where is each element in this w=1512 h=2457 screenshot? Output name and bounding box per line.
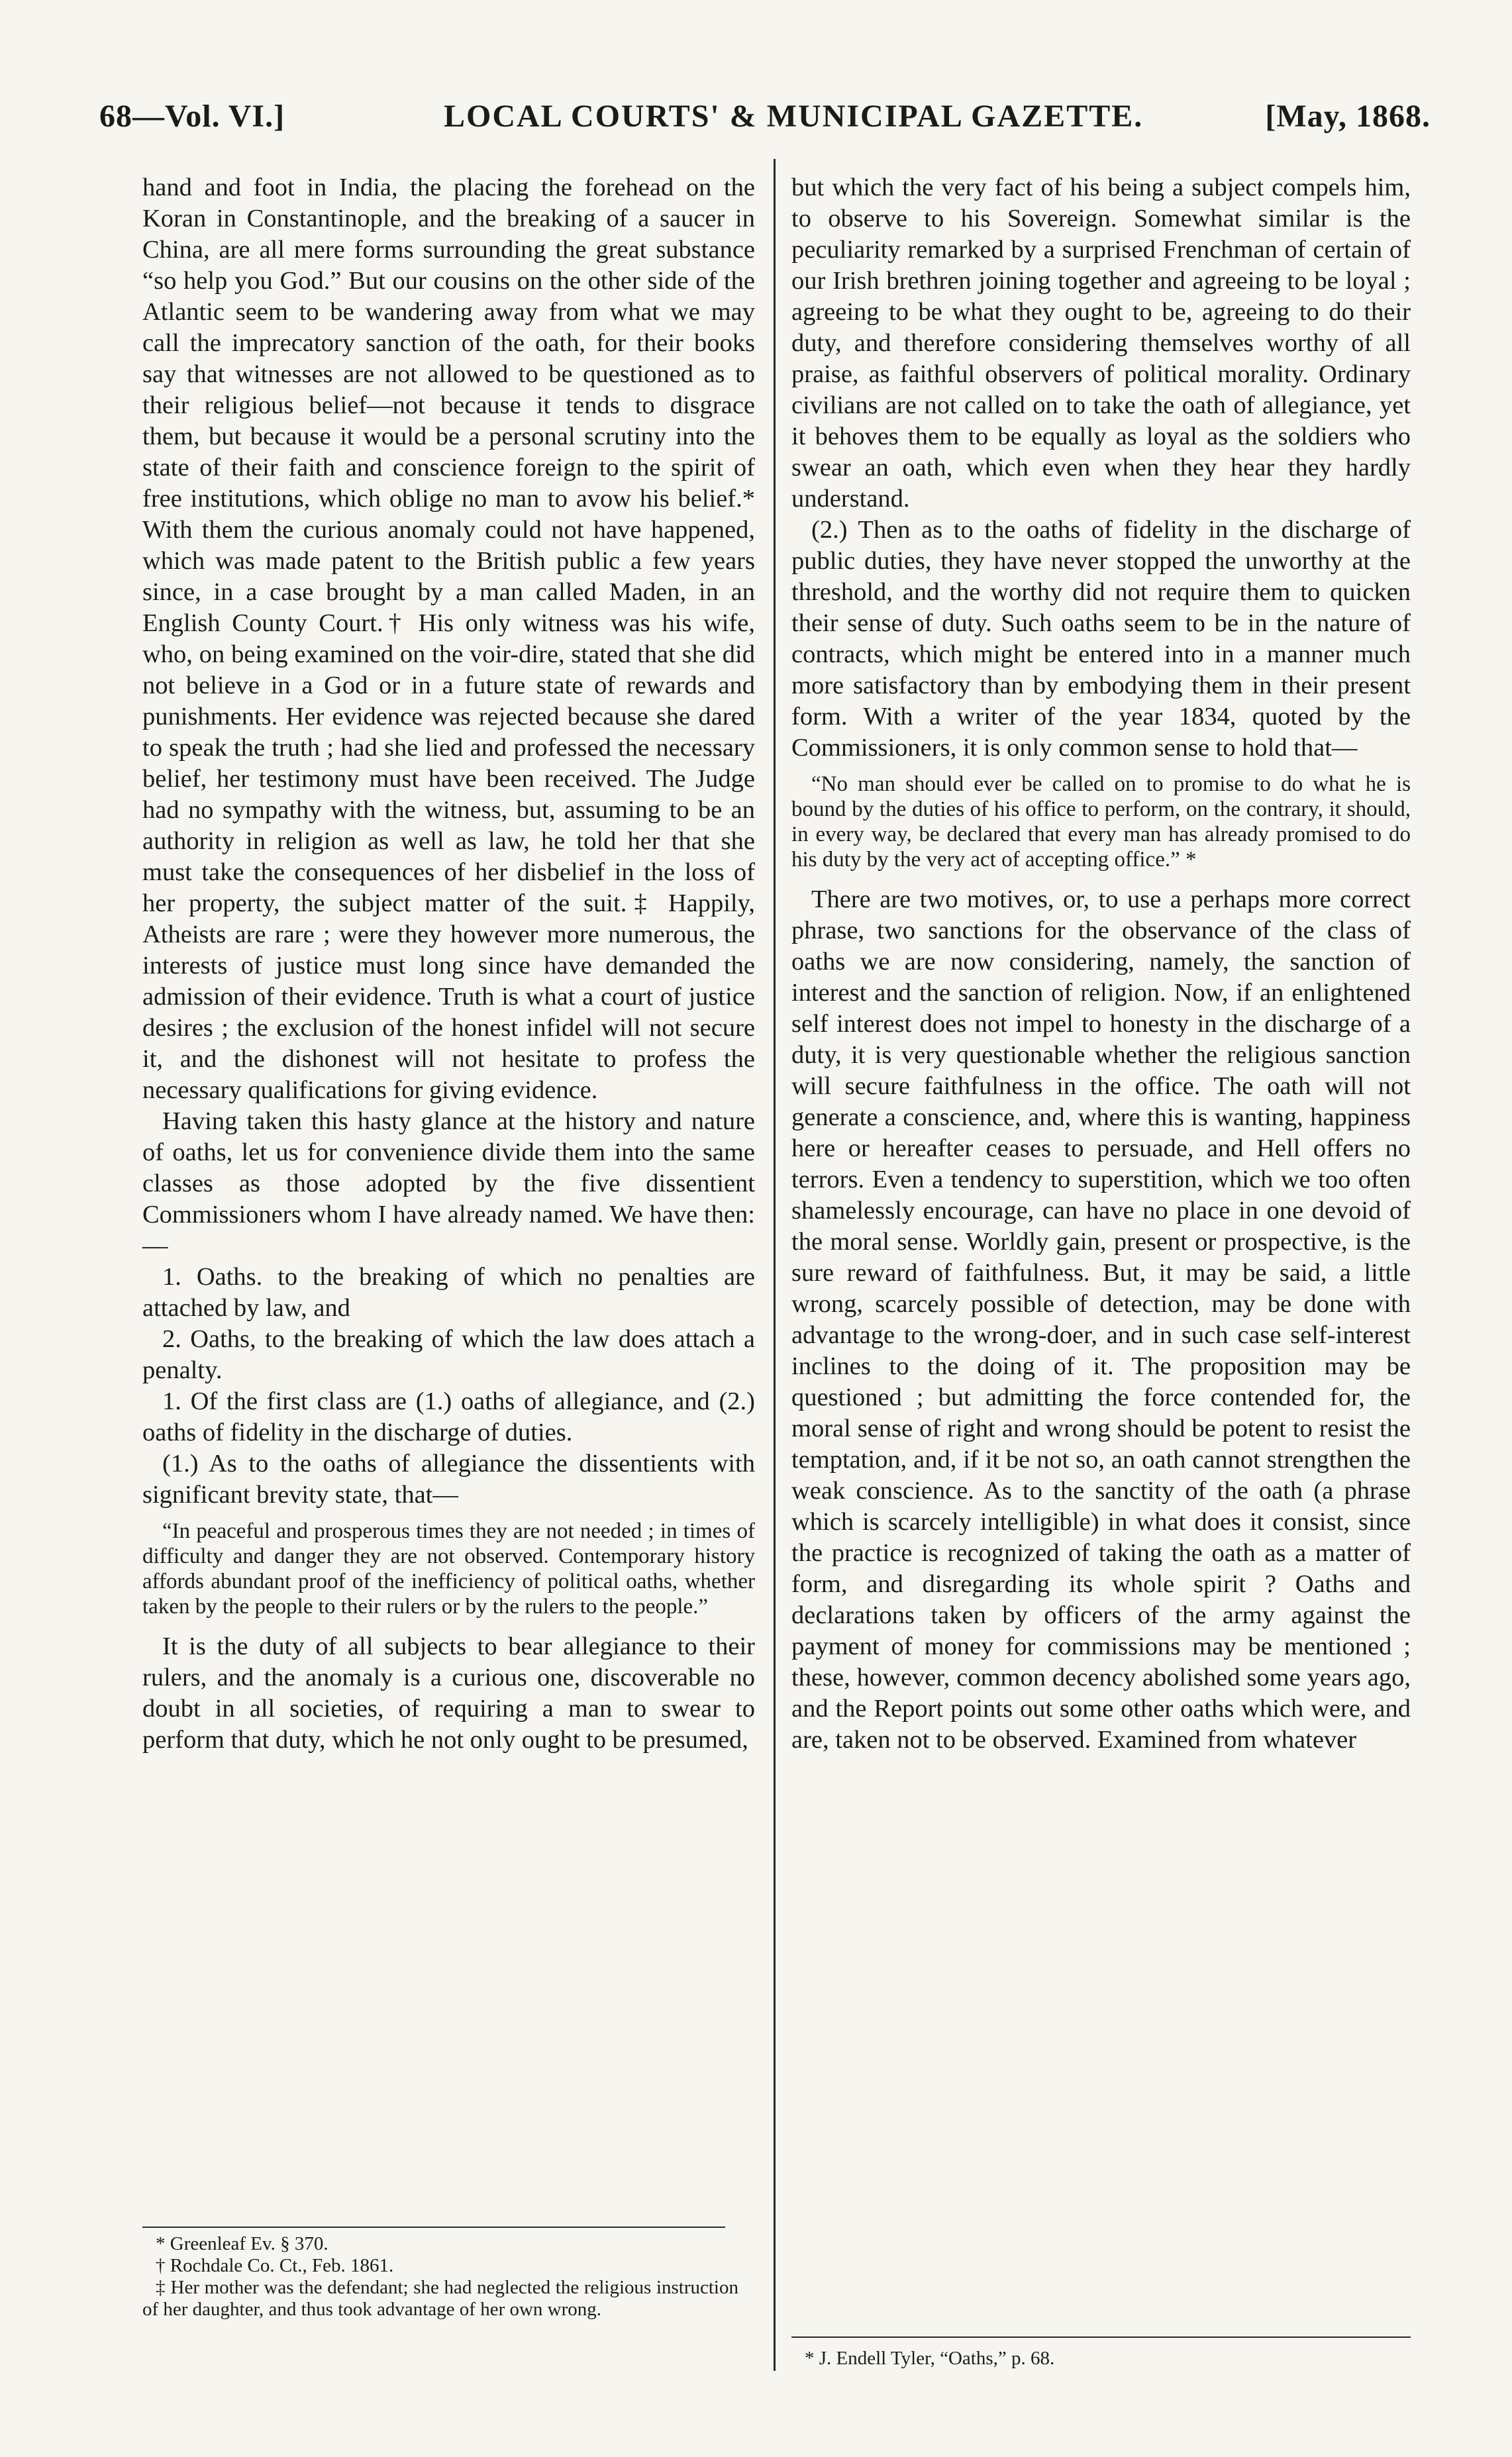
paragraph: 1. Of the first class are (1.) oaths of allegiance, and (2.) oaths of fidelity in the discharge of duties. (142, 1387, 755, 1446)
right-column (791, 172, 1411, 1756)
footnotes-left (142, 2233, 738, 2321)
footnote: † Rochdale Co. Ct., Feb. 1861. (156, 2255, 394, 2276)
column-divider (774, 159, 776, 2371)
page-volume: 68—Vol. VI.] (99, 99, 285, 134)
quote-text: “No man should ever be called on to promise to do what he is bound by the duties of his office to perform, on the contrary, it should, in every way, be declared that every man has already promised to do his duty by the very act of accepting office.” * (791, 772, 1411, 872)
block-quote (142, 1519, 755, 1619)
publication-title: LOCAL COURTS' & MUNICIPAL GAZETTE. (444, 99, 1144, 134)
footnote: ‡ Her mother was the defendant; she had neglected the religious instruction of her daughter, and thus took advantage of her own wrong. (142, 2277, 738, 2320)
quote-text: “In peaceful and prosperous times they are not needed ; in times of difficulty and danger they are not observed. Contemporary history affords abundant proof of the inefficiency of political oaths, whether taken by the people to their rulers or by the rulers to the people.” (142, 1519, 755, 1619)
list-item: 1. Oaths. to the breaking of which no penalties are attached by law, and (142, 1263, 755, 1322)
paragraph: It is the duty of all subjects to bear allegiance to their rulers, and the anomaly is a curious one, discoverable no doubt in all societies, of requiring a man to swear to perform that duty, which he not only ought to be presumed, (142, 1632, 755, 1754)
paragraph: (1.) As to the oaths of allegiance the dissentients with significant brevity state, that— (142, 1450, 755, 1509)
paragraph: hand and foot in India, the placing the forehead on the Koran in Constantinople, and the breaking of a saucer in China, are all mere forms surrounding the great substance “so help you God.” But our cousins on the other side of the Atlantic seem to be wandering away from what we may call the imprecatory sanction of the oath, for their books say that witnesses are not allowed to be questioned as to their religious belief—not because it tends to disgrace them, but because it would be a personal scrutiny into the state of their faith and conscience foreign to the spirit of free institutions, which oblige no man to avow his belief.* With them the curious anomaly could not have happened, which was made patent to the British public a few years since, in a case brought by a man called Maden, in an English County Court.† His only witness was his wife, who, on being examined on the voir-dire, stated that she did not believe in a God or in a future state of rewards and punishments. Her evidence was rejected because she dared to speak the truth ; had she lied and professed the necessary belief, her testimony must have been received. The Judge had no sympathy with the witness, but, assuming to be an authority in religion as well as law, he told her that she must take the consequences of her disbelief in the loss of her property, the subject matter of the suit.‡ Happily, Atheists are rare ; were they however more numerous, the interests of justice must long since have demanded the admission of their evidence. Truth is what a court of justice desires ; the exclusion of the honest infidel will not secure it, and the dishonest will not hesitate to profess the necessary qualifications for giving evidence. (142, 174, 755, 1104)
paragraph: There are two motives, or, to use a perhaps more correct phrase, two sanctions for the observance of the class of oaths we are now considering, namely, the sanction of interest and the sanction of religion. Now, if an enlightened self interest does not impel to honesty in the discharge of a duty, it is very questionable whether the religious sanction will secure faithfulness in the office. The oath will not generate a conscience, and, where this is wanting, happiness here or hereafter ceases to persuade, and Hell offers no terrors. Even a tendency to superstition, which we too often shamelessly encourage, can have no place in one devoid of the moral sense. Worldly gain, present or prospective, is the sure reward of faithfulness. But, it may be said, a little wrong, scarcely possible of detection, may be done with advantage to the wrong-doer, and in such case self-interest inclines to the doing of it. The proposition may be questioned ; but admitting the force contended for, the moral sense of right and wrong should be potent to resist the temptation, and, if it be not so, an oath cannot strengthen the weak conscience. As to the sanctity of the oath (a phrase which is scarcely intelligible) in what does it consist, since the practice is recognized of taking the oath as a matter of form, and disregarding its whole spirit ? Oaths and declarations taken by officers of the army against the payment of money for commissions may be mentioned ; these, however, common decency abolished some years ago, and the Report points out some other oaths which were, and are, taken not to be observed. Examined from whatever (791, 885, 1411, 1754)
running-header (99, 85, 1431, 151)
footnote-rule (142, 2227, 725, 2228)
paragraph: Having taken this hasty glance at the history and nature of oaths, let us for convenience divide them into the same classes as those adopted by the five dissentient Commissioners whom I have already named. We have then:— (142, 1107, 755, 1260)
footnote: * Greenleaf Ev. § 370. (156, 2233, 328, 2254)
footnotes-right (791, 2348, 1411, 2370)
list-item: 2. Oaths, to the breaking of which the law does attach a penalty. (142, 1325, 755, 1384)
issue-date: [May, 1868. (1265, 99, 1431, 134)
paragraph: but which the very fact of his being a subject compels him, to observe to his Sovereign. Somewhat similar is the peculiarity remarked by a surprised Frenchman of certain of our Irish brethren joining together and agreeing to be loyal ; agreeing to be what they ought to be, agreeing to do their duty, and therefore considering themselves worthy of all praise, as faithful observers of political morality. Ordinary civilians are not called on to take the oath of allegiance, yet it behoves them to be equally as loyal as the soldiers who swear an oath, which even when they hear they hardly understand. (791, 174, 1411, 513)
left-column (142, 172, 755, 1756)
footnote: * J. Endell Tyler, “Oaths,” p. 68. (805, 2348, 1055, 2369)
block-quote (791, 772, 1411, 872)
footnote-rule (791, 2336, 1411, 2338)
paragraph: (2.) Then as to the oaths of fidelity in the discharge of public duties, they have never stopped the unworthy at the threshold, and the worthy did not require them to quicken their sense of duty. Such oaths seem to be in the nature of contracts, which might be entered into in a manner much more satisfactory than by embodying them in their present form. With a writer of the year 1834, quoted by the Commissioners, it is only common sense to hold that— (791, 516, 1411, 762)
